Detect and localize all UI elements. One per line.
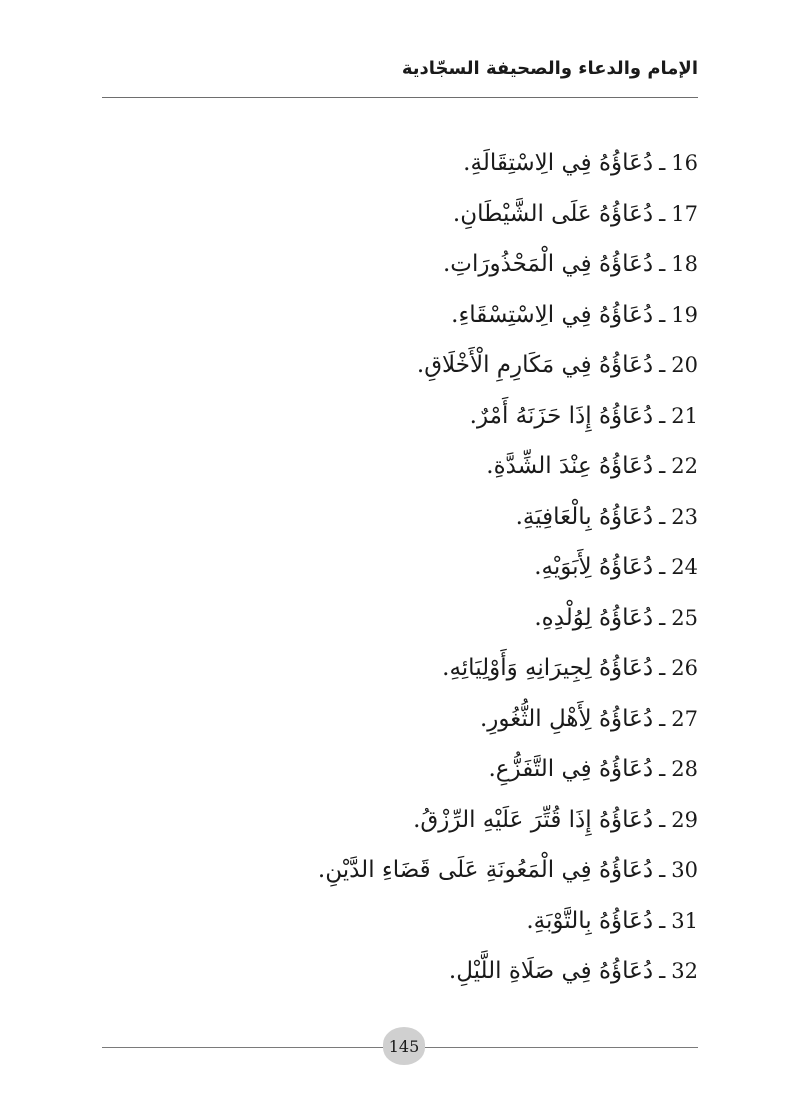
entry-number: 18	[671, 252, 698, 277]
entry-title: دُعَاؤُهُ فِي الْمَعُونَةِ عَلَى قَضَاءِ الدَّيْنِ.	[317, 857, 654, 884]
header-divider	[102, 97, 698, 98]
list-item	[102, 542, 698, 593]
entry-number: 20	[671, 353, 698, 378]
list-item	[102, 391, 698, 442]
entry-dash: ـ	[659, 757, 666, 782]
entry-dash: ـ	[659, 555, 666, 580]
entry-number: 29	[671, 807, 698, 832]
list-item	[102, 694, 698, 745]
list-item	[102, 896, 698, 947]
page-number: 145	[388, 1036, 420, 1056]
entry-dash: ـ	[659, 605, 666, 630]
entry-number: 23	[671, 504, 698, 529]
entry-title: دُعَاؤُهُ فِي الْمَحْذُورَاتِ.	[443, 251, 654, 278]
list-item	[102, 643, 698, 694]
entry-dash: ـ	[659, 959, 666, 984]
list-item	[102, 138, 698, 189]
entry-dash: ـ	[659, 201, 666, 226]
entry-title: دُعَاؤُهُ لِأَبَوَيْهِ.	[534, 554, 654, 581]
entry-dash: ـ	[659, 504, 666, 529]
page-number-badge	[383, 1027, 425, 1065]
entry-number: 21	[671, 403, 698, 428]
entry-number: 26	[671, 656, 698, 681]
entry-title: دُعَاؤُهُ فِي الِاسْتِسْقَاءِ.	[451, 301, 654, 328]
entry-dash: ـ	[659, 302, 666, 327]
list-item	[102, 189, 698, 240]
entry-number: 32	[671, 959, 698, 984]
entry-number: 24	[671, 555, 698, 580]
entry-title: دُعَاؤُهُ عِنْدَ الشِّدَّةِ.	[486, 453, 654, 480]
entry-number: 31	[671, 908, 698, 933]
entry-number: 16	[671, 151, 698, 176]
entry-dash: ـ	[659, 706, 666, 731]
entry-title: دُعَاؤُهُ فِي التَّفَزُّعِ.	[488, 756, 654, 783]
entry-title: دُعَاؤُهُ لِوُلْدِهِ.	[534, 604, 654, 631]
entry-title: دُعَاؤُهُ فِي صَلَاةِ اللَّيْلِ.	[448, 958, 654, 985]
entry-dash: ـ	[659, 252, 666, 277]
supplication-list	[102, 138, 698, 997]
list-item	[102, 340, 698, 391]
entry-number: 25	[671, 605, 698, 630]
entry-number: 30	[671, 858, 698, 883]
running-header-title: الإمام والدعاء والصحيفة السجّادية	[401, 58, 698, 79]
entry-title: دُعَاؤُهُ إِذَا قُتِّرَ عَلَيْهِ الرِّزْقُ.	[413, 806, 654, 833]
entry-title: دُعَاؤُهُ فِي مَكَارِمِ الْأَخْلَاقِ.	[416, 352, 654, 379]
entry-number: 17	[671, 201, 698, 226]
list-item	[102, 593, 698, 644]
entry-number: 22	[671, 454, 698, 479]
entry-title: دُعَاؤُهُ بِالْعَافِيَةِ.	[515, 503, 654, 530]
entry-number: 27	[671, 706, 698, 731]
list-item	[102, 795, 698, 846]
entry-dash: ـ	[659, 908, 666, 933]
entry-dash: ـ	[659, 353, 666, 378]
entry-dash: ـ	[659, 858, 666, 883]
entry-dash: ـ	[659, 656, 666, 681]
entry-title: دُعَاؤُهُ عَلَى الشَّيْطَانِ.	[452, 200, 654, 227]
entry-dash: ـ	[659, 151, 666, 176]
list-item	[102, 492, 698, 543]
list-item	[102, 239, 698, 290]
entry-number: 19	[671, 302, 698, 327]
entry-title: دُعَاؤُهُ بِالتَّوْبَةِ.	[526, 907, 654, 934]
list-item	[102, 441, 698, 492]
entry-title: دُعَاؤُهُ لِجِيرَانِهِ وَأَوْلِيَائِهِ.	[442, 655, 654, 682]
entry-dash: ـ	[659, 403, 666, 428]
list-item	[102, 290, 698, 341]
entry-dash: ـ	[659, 807, 666, 832]
entry-title: دُعَاؤُهُ إِذَا حَزَنَهُ أَمْرٌ.	[469, 402, 654, 429]
entry-title: دُعَاؤُهُ فِي الِاسْتِقَالَةِ.	[463, 150, 654, 177]
entry-dash: ـ	[659, 454, 666, 479]
entry-title: دُعَاؤُهُ لِأَهْلِ الثُّغُورِ.	[479, 705, 654, 732]
list-item	[102, 744, 698, 795]
entry-number: 28	[671, 757, 698, 782]
list-item	[102, 946, 698, 997]
list-item	[102, 845, 698, 896]
